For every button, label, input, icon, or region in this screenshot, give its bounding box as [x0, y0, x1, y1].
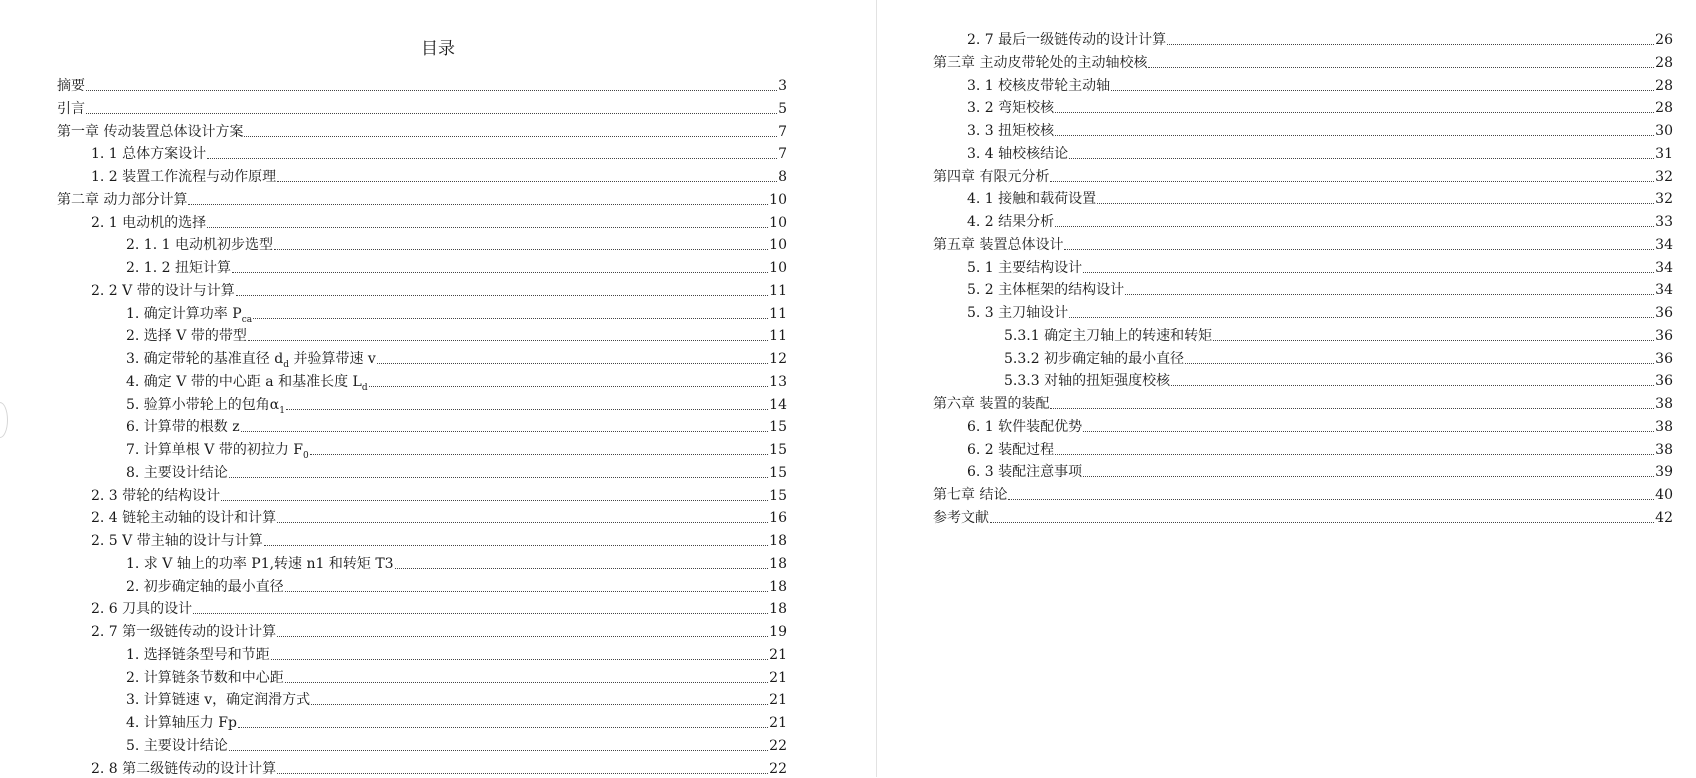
toc-entry-label: 7. 计算单根 V 带的初拉力 F — [126, 442, 303, 458]
toc-entry-label: 2. 选择 V 带的带型 — [126, 328, 247, 345]
toc-entry[interactable] — [967, 118, 1673, 140]
toc-entry-text — [91, 282, 235, 300]
toc-entry-page-number: 11 — [769, 328, 787, 345]
toc-entry-page-number: 30 — [1655, 123, 1673, 139]
toc-entry[interactable] — [933, 50, 1673, 72]
toc-dot-leader — [207, 157, 777, 159]
toc-entry-page-number: 15 — [769, 464, 787, 481]
toc-entry-text — [126, 396, 285, 414]
toc-dot-leader — [271, 658, 768, 660]
toc-entry[interactable] — [126, 232, 787, 254]
toc-dot-leader — [310, 453, 768, 455]
toc-entry-text — [57, 100, 85, 118]
toc-dot-leader — [1083, 430, 1654, 432]
toc-entry-page-number: 34 — [1655, 282, 1673, 299]
toc-dot-leader — [311, 703, 768, 705]
toc-list-right — [877, 0, 1696, 777]
toc-entry[interactable] — [933, 164, 1673, 186]
toc-entry[interactable] — [967, 73, 1673, 95]
toc-entry-label: 1. 1 总体方案设计 — [91, 146, 207, 163]
toc-entry-page-number: 31 — [1655, 145, 1673, 162]
toc-entry-text — [126, 555, 394, 573]
toc-dot-leader — [395, 567, 769, 569]
toc-dot-leader — [277, 635, 768, 637]
toc-entry[interactable] — [967, 255, 1673, 277]
toc-entry-text — [967, 259, 1082, 277]
toc-entry-text — [57, 123, 243, 141]
toc-entry-text — [126, 714, 237, 732]
toc-entry[interactable] — [126, 733, 787, 755]
toc-entry-label: 8. 主要设计结论 — [126, 464, 228, 481]
toc-entry-label: 3. 确定带轮的基准直径 d — [126, 351, 284, 367]
toc-entry-text — [91, 760, 276, 778]
toc-entry-page-number: 18 — [769, 555, 787, 572]
toc-entry-page-number: 38 — [1655, 418, 1673, 435]
toc-entry-label: 第五章 装置总体设计 — [933, 236, 1064, 253]
toc-entry-label: 5. 1 主要结构设计 — [967, 259, 1083, 276]
toc-entry-label: 3. 1 校核皮带轮主动轴 — [967, 77, 1111, 94]
toc-entry-page-number: 15 — [769, 487, 787, 504]
toc-entry-page-number: 22 — [769, 737, 787, 754]
toc-entry-label: 4. 计算轴压力 Fp — [126, 715, 237, 731]
toc-entry[interactable] — [126, 687, 787, 709]
toc-entry[interactable] — [126, 369, 787, 391]
toc-entry[interactable] — [967, 414, 1673, 436]
toc-entry-label: 5.3.2 初步确定轴的最小直径 — [1004, 350, 1185, 367]
toc-entry-text — [126, 305, 252, 323]
toc-dot-leader — [86, 89, 777, 91]
toc-dot-leader — [1055, 111, 1654, 113]
toc-entry[interactable] — [91, 596, 787, 618]
toc-entry-page-number: 8 — [778, 169, 787, 185]
toc-entry-label: 2. 5 V 带主轴的设计与计算 — [91, 533, 263, 549]
toc-entry-text — [126, 464, 228, 482]
toc-entry-label-tail: 并验算带速 v — [289, 351, 376, 367]
toc-dot-leader — [1008, 498, 1654, 500]
toc-entry-page-number: 36 — [1655, 305, 1673, 321]
toc-entry[interactable] — [57, 119, 787, 141]
toc-dot-leader — [990, 521, 1654, 523]
toc-entry-label: 1. 2 装置工作流程与动作原理 — [91, 169, 277, 185]
toc-entry-label: 6. 2 装配过程 — [967, 441, 1055, 458]
toc-entry[interactable] — [967, 437, 1673, 459]
toc-entry-text — [933, 486, 1007, 504]
toc-entry[interactable] — [57, 96, 787, 118]
toc-entry-label: 2. 1. 1 电动机初步选型 — [126, 237, 273, 254]
toc-dot-leader — [1148, 66, 1654, 68]
toc-entry[interactable] — [57, 73, 787, 95]
toc-entry-page-number: 22 — [769, 760, 787, 777]
toc-dot-leader — [264, 544, 768, 546]
toc-dot-leader — [229, 476, 768, 478]
toc-entry-label: 2. 8 第二级链传动的设计计算 — [91, 760, 277, 777]
toc-entry-label: 5. 3 主刀轴设计 — [967, 305, 1069, 321]
toc-entry-text — [967, 31, 1166, 49]
toc-entry-label: 第六章 装置的装配 — [933, 396, 1050, 412]
toc-entry[interactable] — [967, 209, 1673, 231]
toc-entry-label: 4. 2 结果分析 — [967, 214, 1055, 230]
toc-entry[interactable] — [57, 187, 787, 209]
toc-entry-page-number: 38 — [1655, 396, 1673, 412]
toc-dot-leader — [1055, 134, 1654, 136]
toc-dot-leader — [277, 772, 768, 774]
toc-entry-page-number: 21 — [769, 715, 787, 731]
toc-entry-page-number: 36 — [1655, 373, 1673, 390]
toc-entry[interactable] — [91, 756, 787, 778]
toc-entry-page-number: 28 — [1655, 77, 1673, 94]
toc-entry-label: 5. 验算小带轮上的包角α — [126, 396, 280, 413]
toc-entry-page-number: 28 — [1655, 54, 1673, 71]
toc-entry-text — [126, 373, 368, 391]
toc-entry-label: 摘要 — [57, 78, 85, 94]
toc-entry[interactable] — [933, 391, 1673, 413]
toc-entry-text — [91, 623, 276, 641]
toc-entry-subscript: 1 — [279, 405, 285, 416]
toc-dot-leader — [1050, 180, 1654, 182]
toc-entry[interactable] — [126, 301, 787, 323]
toc-entry[interactable] — [1004, 346, 1673, 368]
toc-entry-text — [91, 145, 206, 163]
toc-entry-text — [1004, 327, 1212, 345]
toc-dot-leader — [1069, 157, 1654, 159]
toc-dot-leader — [207, 226, 768, 228]
toc-entry-text — [126, 236, 273, 254]
toc-entry[interactable] — [126, 255, 787, 277]
toc-entry-text — [967, 213, 1054, 231]
toc-dot-leader — [1055, 453, 1654, 455]
toc-entry[interactable] — [91, 141, 787, 163]
toc-dot-leader — [1069, 316, 1654, 318]
toc-entry-subscript: 0 — [302, 450, 309, 461]
toc-entry-label: 3. 4 轴校核结论 — [967, 145, 1069, 162]
toc-entry-page-number: 40 — [1655, 487, 1673, 503]
toc-entry-label: 2. 计算链条节数和中心距 — [126, 669, 284, 686]
toc-entry-text — [126, 691, 310, 709]
toc-entry[interactable] — [91, 278, 787, 300]
toc-entry-label: 3. 2 弯矩校核 — [967, 100, 1055, 117]
toc-dot-leader — [232, 271, 768, 273]
toc-entry-page-number: 18 — [769, 533, 787, 549]
toc-entry-page-number: 14 — [769, 396, 787, 413]
toc-entry-text — [91, 487, 220, 505]
toc-entry-text — [967, 77, 1110, 95]
toc-entry[interactable] — [967, 27, 1673, 49]
toc-entry[interactable] — [91, 210, 787, 232]
toc-page-right — [877, 0, 1696, 777]
toc-dot-leader — [1050, 407, 1654, 409]
toc-title: 目录 — [421, 39, 455, 59]
toc-entry-label: 6. 1 软件装配优势 — [967, 418, 1083, 435]
toc-entry[interactable] — [91, 528, 787, 550]
toc-entry[interactable] — [126, 392, 787, 414]
toc-dot-leader — [274, 248, 768, 250]
toc-entry-text — [933, 54, 1147, 72]
toc-entry-label: 4. 1 接触和载荷设置 — [967, 191, 1097, 208]
toc-entry-text — [933, 168, 1049, 186]
toc-entry-text — [967, 190, 1096, 208]
toc-entry-label: 2. 7 最后一级链传动的设计计算 — [967, 32, 1167, 48]
toc-entry-text — [967, 304, 1068, 322]
toc-entry[interactable] — [1004, 368, 1673, 390]
toc-entry-text — [967, 122, 1054, 140]
toc-dot-leader — [1111, 89, 1654, 91]
toc-entry-text — [91, 214, 206, 232]
toc-dot-leader — [285, 590, 768, 592]
toc-entry-page-number: 36 — [1655, 327, 1673, 344]
toc-entry[interactable] — [933, 505, 1673, 527]
toc-entry[interactable] — [91, 164, 787, 186]
toc-dot-leader — [277, 521, 768, 523]
toc-entry-page-number: 18 — [769, 601, 787, 618]
toc-dot-leader — [285, 681, 768, 683]
toc-entry[interactable] — [967, 300, 1673, 322]
toc-entry-label: 第七章 结论 — [933, 487, 1008, 503]
toc-entry-text — [57, 77, 85, 95]
toc-entry-page-number: 21 — [769, 646, 787, 663]
toc-entry-text — [126, 578, 284, 596]
toc-entry-label: 第二章 动力部分计算 — [57, 191, 188, 208]
toc-entry-text — [1004, 372, 1170, 390]
toc-entry-label: 2. 7 第一级链传动的设计计算 — [91, 624, 277, 640]
toc-dot-leader — [241, 430, 769, 432]
toc-entry-page-number: 10 — [769, 260, 787, 276]
toc-entry[interactable] — [126, 551, 787, 573]
toc-entry-text — [91, 168, 276, 186]
toc-dot-leader — [1125, 293, 1654, 295]
toc-entry[interactable] — [126, 574, 787, 596]
toc-entry-page-number: 34 — [1655, 259, 1673, 276]
toc-entry[interactable] — [126, 460, 787, 482]
toc-dot-leader — [277, 180, 777, 182]
toc-entry-page-number: 21 — [769, 692, 787, 709]
toc-entry-text — [1004, 350, 1184, 368]
toc-entry-page-number: 26 — [1655, 32, 1673, 48]
toc-entry-text — [91, 509, 276, 527]
toc-dot-leader — [1083, 271, 1654, 273]
toc-entry-page-number: 7 — [778, 123, 787, 140]
toc-entry-label: 2. 4 链轮主动轴的设计和计算 — [91, 510, 277, 527]
toc-entry-label: 1. 求 V 轴上的功率 P1,转速 n1 和转矩 T3 — [126, 555, 394, 572]
toc-entry-page-number: 18 — [769, 578, 787, 595]
toc-entry-label: 2. 1. 2 扭矩计算 — [126, 260, 231, 276]
toc-entry-label: 6. 计算带的根数 z — [126, 419, 240, 436]
toc-entry-text — [933, 509, 989, 527]
toc-entry-page-number: 19 — [769, 624, 787, 640]
toc-entry-text — [57, 191, 187, 209]
toc-entry-page-number: 15 — [769, 442, 787, 458]
toc-dot-leader — [1064, 248, 1654, 250]
toc-entry[interactable] — [933, 232, 1673, 254]
toc-dot-leader — [1185, 362, 1654, 364]
toc-entry-text — [126, 646, 270, 664]
toc-entry-subscript: d — [283, 359, 289, 370]
toc-dot-leader — [377, 362, 768, 364]
toc-dot-leader — [1083, 475, 1654, 477]
toc-entry[interactable] — [967, 277, 1673, 299]
toc-entry-text — [967, 463, 1082, 481]
toc-dot-leader — [188, 203, 768, 205]
toc-entry[interactable] — [126, 437, 787, 459]
toc-entry-label: 第四章 有限元分析 — [933, 168, 1050, 185]
toc-dot-leader — [1167, 43, 1654, 45]
toc-entry-page-number: 16 — [769, 510, 787, 527]
toc-entry-label: 2. 2 V 带的设计与计算 — [91, 282, 235, 299]
toc-entry-subscript: d — [361, 382, 368, 393]
toc-dot-leader — [253, 317, 768, 319]
toc-entry[interactable] — [126, 414, 787, 436]
toc-entry-page-number: 36 — [1655, 350, 1673, 367]
toc-entry-page-number: 42 — [1655, 509, 1673, 526]
toc-entry-label: 2. 3 带轮的结构设计 — [91, 487, 221, 504]
toc-entry-page-number: 11 — [769, 282, 787, 299]
toc-dot-leader — [193, 612, 768, 614]
toc-entry-text — [933, 395, 1049, 413]
toc-entry-page-number: 10 — [769, 214, 787, 231]
toc-entry-page-number: 7 — [778, 146, 787, 163]
toc-entry-text — [126, 350, 376, 368]
toc-entry-label: 5.3.3 对轴的扭矩强度校核 — [1004, 373, 1171, 390]
toc-entry-label: 5. 主要设计结论 — [126, 737, 228, 754]
toc-entry-label: 5. 2 主体框架的结构设计 — [967, 282, 1125, 299]
toc-entry[interactable] — [91, 483, 787, 505]
toc-entry-text — [967, 145, 1068, 163]
toc-entry-label: 第三章 主动皮带轮处的主动轴校核 — [933, 54, 1148, 71]
toc-entry[interactable] — [933, 482, 1673, 504]
toc-entry-page-number: 21 — [769, 669, 787, 686]
toc-dot-leader — [229, 749, 768, 751]
toc-entry-label: 第一章 传动装置总体设计方案 — [57, 123, 244, 140]
toc-entry-text — [91, 600, 192, 618]
toc-entry-label: 2. 1 电动机的选择 — [91, 214, 207, 231]
toc-entry-text — [91, 532, 263, 550]
toc-entry-label: 1. 确定计算功率 P — [126, 305, 242, 322]
toc-entry-page-number: 33 — [1655, 214, 1673, 230]
toc-entry-text — [126, 669, 284, 687]
toc-dot-leader — [1097, 202, 1654, 204]
toc-entry-page-number: 13 — [769, 373, 787, 390]
toc-entry[interactable] — [967, 95, 1673, 117]
toc-entry-label: 4. 确定 V 带的中心距 a 和基准长度 L — [126, 373, 362, 390]
toc-dot-leader — [369, 385, 769, 387]
toc-entry-page-number: 28 — [1655, 100, 1673, 117]
toc-entry[interactable] — [967, 186, 1673, 208]
toc-entry-page-number: 15 — [769, 419, 787, 436]
toc-entry-page-number: 12 — [769, 351, 787, 367]
toc-entry-page-number: 38 — [1655, 441, 1673, 458]
toc-entry[interactable] — [126, 323, 787, 345]
toc-entry-page-number: 3 — [778, 78, 787, 94]
toc-entry[interactable] — [91, 505, 787, 527]
toc-dot-leader — [286, 408, 768, 410]
toc-entry-page-number: 34 — [1655, 236, 1673, 253]
toc-entry-label: 5.3.1 确定主刀轴上的转速和转矩 — [1004, 327, 1213, 344]
toc-entry-label: 2. 初步确定轴的最小直径 — [126, 578, 284, 595]
toc-dot-leader — [238, 726, 768, 728]
toc-entry[interactable] — [126, 665, 787, 687]
toc-entry-page-number: 39 — [1655, 464, 1673, 481]
toc-entry[interactable] — [126, 642, 787, 664]
toc-entry-label: 1. 选择链条型号和节距 — [126, 646, 270, 663]
toc-entry-text — [126, 418, 240, 436]
toc-dot-leader — [86, 112, 777, 114]
toc-entry-text — [967, 418, 1082, 436]
toc-dot-leader — [1213, 339, 1654, 341]
toc-entry-page-number: 10 — [769, 191, 787, 208]
toc-entry-text — [933, 236, 1063, 254]
toc-entry-label: 2. 6 刀具的设计 — [91, 601, 193, 618]
toc-entry-text — [967, 99, 1054, 117]
toc-entry-label: 3. 计算链速 v，确定润滑方式 — [126, 692, 311, 709]
toc-entry[interactable] — [126, 346, 787, 368]
toc-dot-leader — [221, 499, 768, 501]
toc-entry-label: 引言 — [57, 100, 85, 117]
toc-entry-text — [126, 259, 231, 277]
toc-entry-text — [126, 441, 309, 459]
toc-entry-label: 6. 3 装配注意事项 — [967, 464, 1083, 481]
toc-entry[interactable] — [91, 619, 787, 641]
toc-entry-page-number: 5 — [778, 100, 787, 117]
toc-entry-label: 3. 3 扭矩校核 — [967, 123, 1055, 139]
toc-dot-leader — [248, 339, 768, 341]
toc-entry-text — [967, 281, 1124, 299]
toc-entry[interactable] — [1004, 323, 1673, 345]
toc-entry-label: 参考文献 — [933, 509, 989, 526]
toc-entry[interactable] — [967, 459, 1673, 481]
toc-entry-text — [126, 327, 247, 345]
toc-dot-leader — [1055, 225, 1654, 227]
toc-entry-page-number: 10 — [769, 237, 787, 254]
toc-entry[interactable] — [126, 710, 787, 732]
toc-entry-text — [126, 737, 228, 755]
toc-entry-page-number: 11 — [769, 305, 787, 322]
toc-entry[interactable] — [967, 141, 1673, 163]
toc-entry-page-number: 32 — [1655, 168, 1673, 185]
toc-dot-leader — [1171, 384, 1654, 386]
toc-dot-leader — [236, 294, 768, 296]
toc-entry-subscript: ca — [241, 314, 253, 325]
toc-entry-page-number: 32 — [1655, 191, 1673, 208]
toc-dot-leader — [244, 135, 777, 137]
toc-entry-text — [967, 441, 1054, 459]
